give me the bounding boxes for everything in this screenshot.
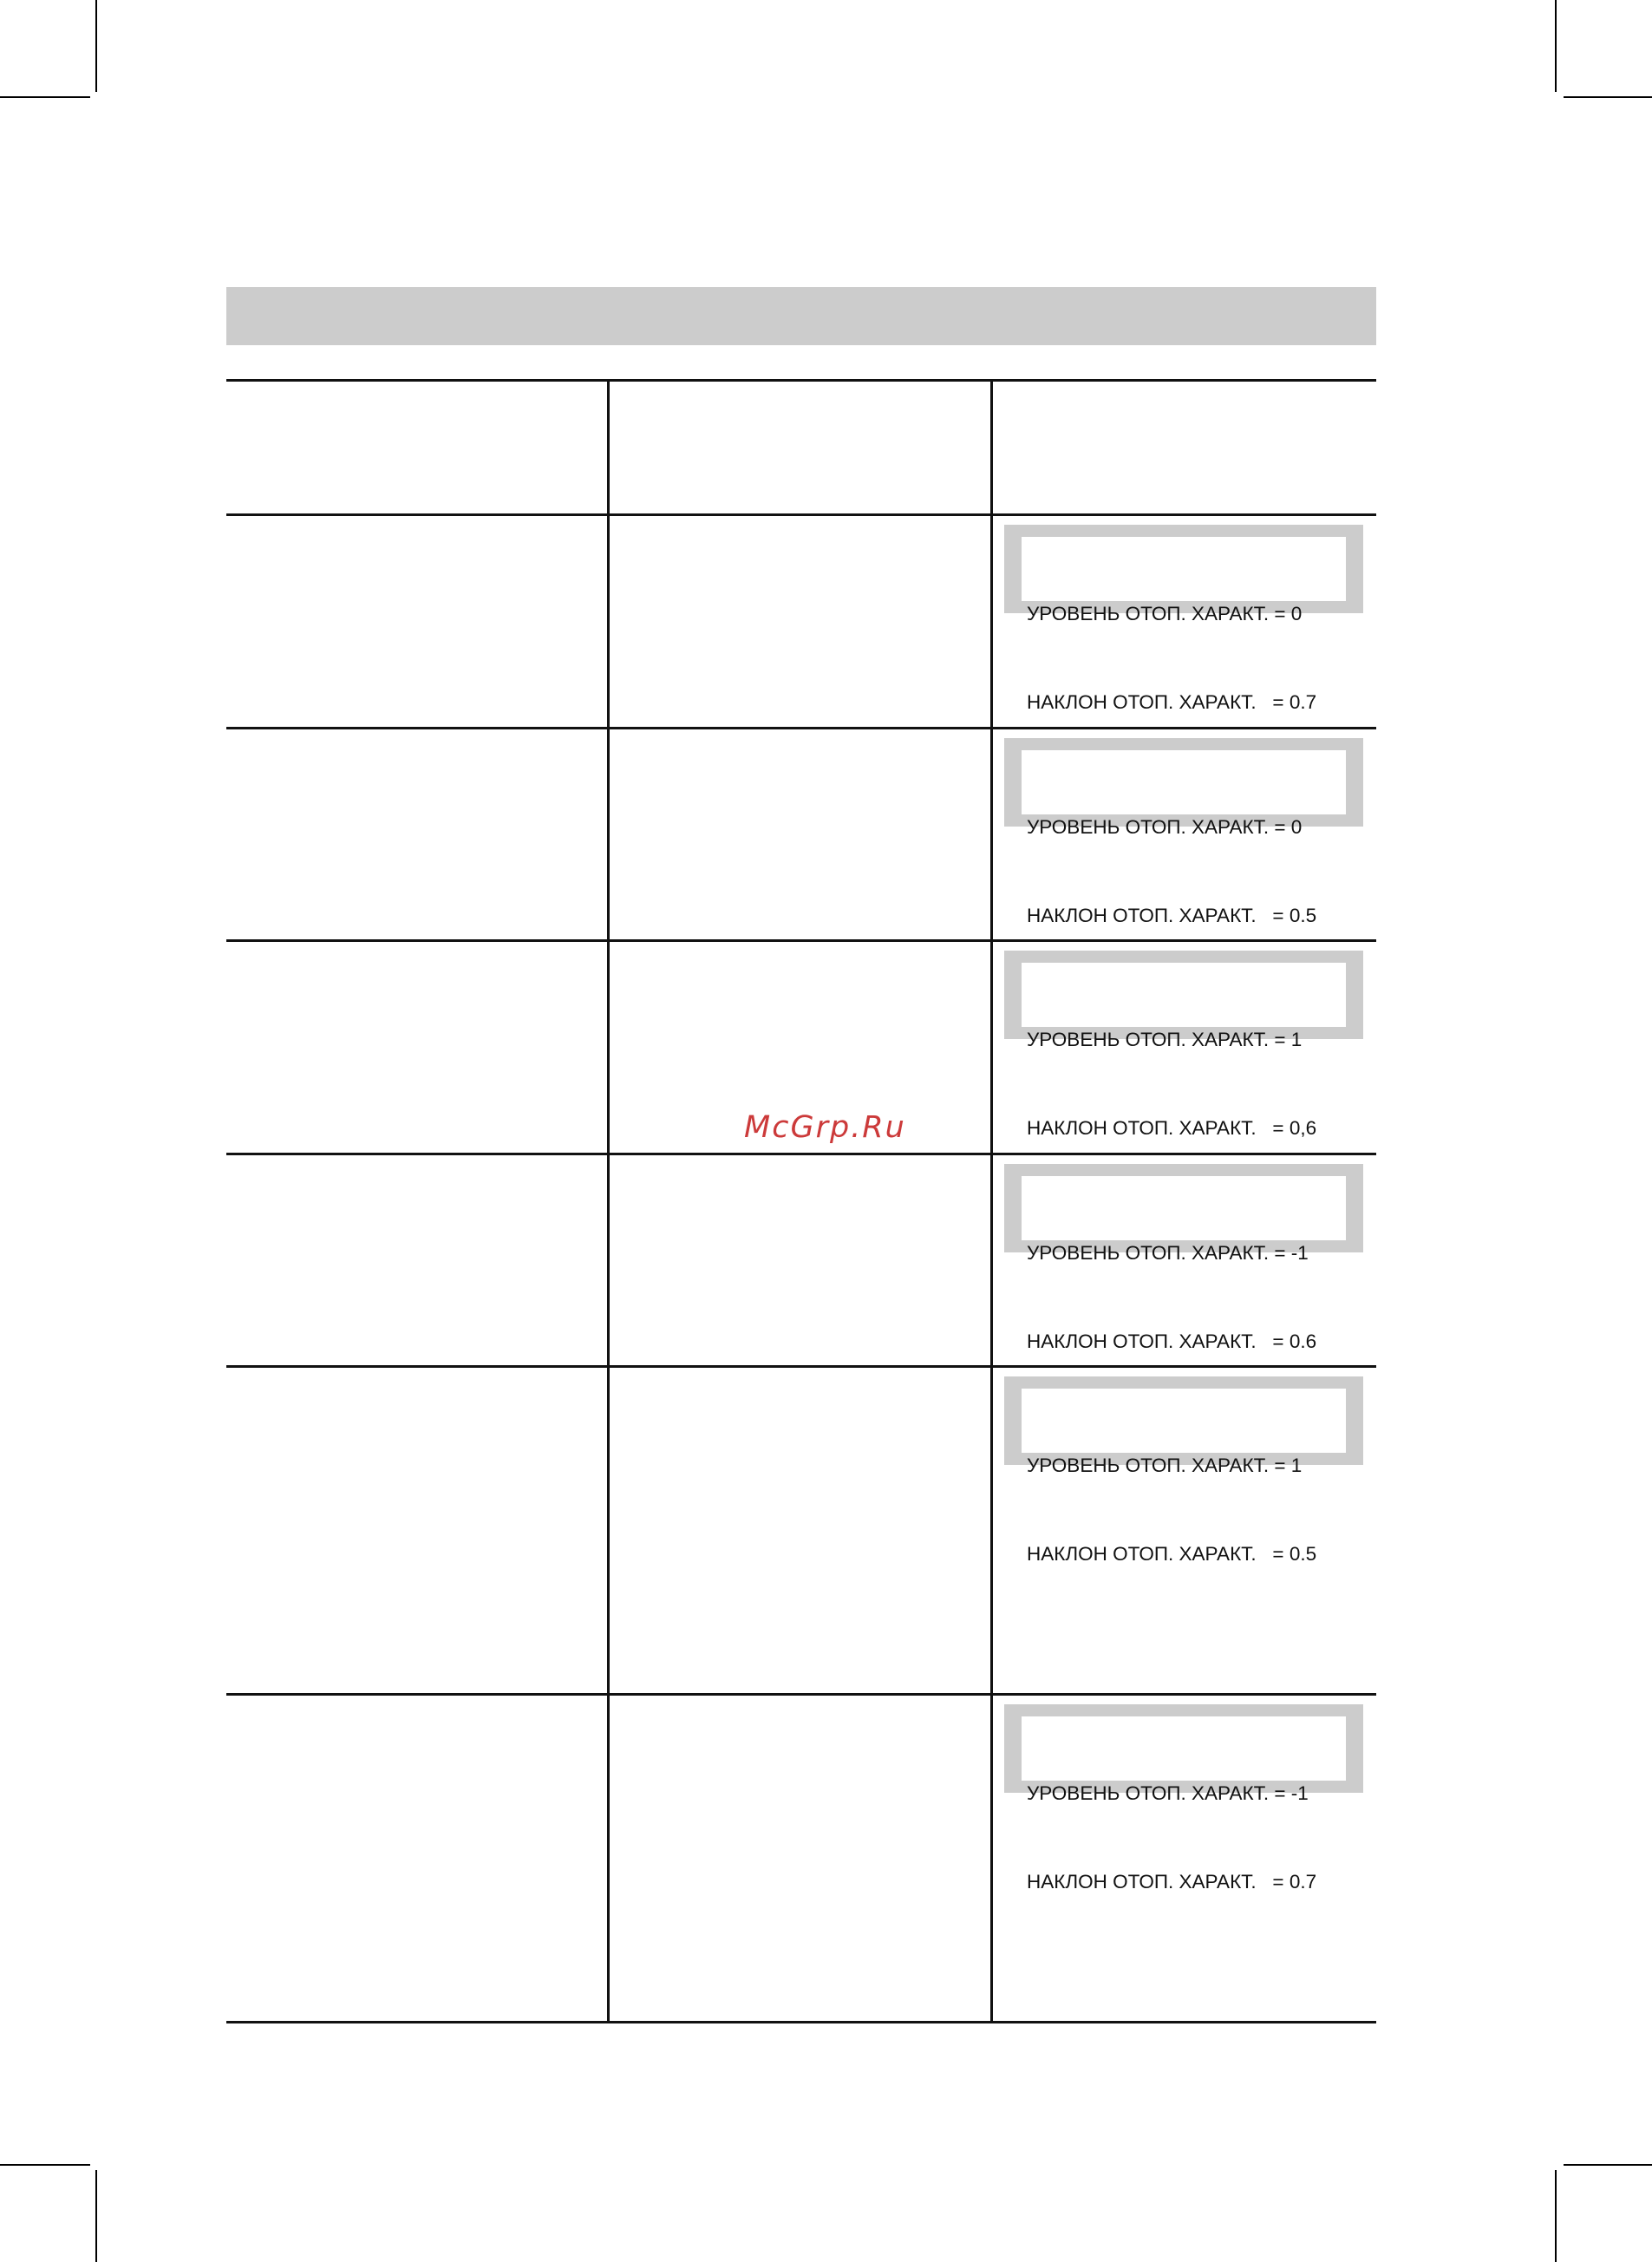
crop-mark-top-right-vertical: [1555, 0, 1557, 92]
display-screen: [1022, 537, 1346, 713]
heating-curve-slope: НАКЛОН ОТОП. ХАРАКТ. = 0.7: [1027, 691, 1317, 713]
table-rule-bottom: [226, 2021, 1376, 2023]
display-panel-2: [1004, 738, 1363, 926]
heating-curve-level: УРОВЕНЬ ОТОП. ХАРАКТ. = -1: [1027, 1782, 1309, 1804]
display-panel-3: [1004, 951, 1363, 1139]
heating-curve-slope: НАКЛОН ОТОП. ХАРАКТ. = 0.7: [1027, 1871, 1317, 1893]
display-panel-1: [1004, 525, 1363, 713]
crop-mark-top-left-vertical: [95, 0, 97, 92]
section-header-bar: [226, 287, 1376, 345]
crop-mark-bottom-right-vertical: [1555, 2170, 1557, 2262]
table-rule-row-6: [226, 1693, 1376, 1696]
table-column-divider-2: [990, 379, 993, 2023]
heating-curve-slope: НАКЛОН ОТОП. ХАРАКТ. = 0,6: [1027, 1117, 1317, 1139]
display-panel-5: [1004, 1376, 1363, 1565]
display-screen: [1022, 750, 1346, 926]
crop-mark-bottom-right-horizontal: [1564, 2164, 1652, 2166]
heating-curve-slope: НАКЛОН ОТОП. ХАРАКТ. = 0.6: [1027, 1330, 1317, 1352]
heating-curve-slope: НАКЛОН ОТОП. ХАРАКТ. = 0.5: [1027, 1543, 1317, 1565]
display-screen: [1022, 1389, 1346, 1565]
crop-mark-bottom-left-horizontal: [0, 2164, 90, 2166]
heating-curve-level: УРОВЕНЬ ОТОП. ХАРАКТ. = 1: [1027, 1455, 1303, 1476]
crop-mark-top-right-horizontal: [1564, 96, 1652, 98]
crop-mark-bottom-left-vertical: [95, 2170, 97, 2262]
display-screen: [1022, 1176, 1346, 1352]
heating-curve-slope: НАКЛОН ОТОП. ХАРАКТ. = 0.5: [1027, 905, 1317, 926]
display-panel-4: [1004, 1164, 1363, 1352]
crop-mark-top-left-horizontal: [0, 96, 90, 98]
table-rule-top: [226, 379, 1376, 382]
display-panel-6: [1004, 1704, 1363, 1893]
watermark: McGrp.Ru: [744, 1110, 906, 1145]
display-screen: [1022, 963, 1346, 1139]
heating-curve-level: УРОВЕНЬ ОТОП. ХАРАКТ. = 0: [1027, 603, 1303, 624]
display-screen: [1022, 1716, 1346, 1893]
heating-curve-level: УРОВЕНЬ ОТОП. ХАРАКТ. = 1: [1027, 1029, 1303, 1050]
heating-curve-level: УРОВЕНЬ ОТОП. ХАРАКТ. = -1: [1027, 1242, 1309, 1264]
table-column-divider-1: [607, 379, 610, 2023]
heating-curve-level: УРОВЕНЬ ОТОП. ХАРАКТ. = 0: [1027, 816, 1303, 838]
table-rule-row-1: [226, 513, 1376, 516]
